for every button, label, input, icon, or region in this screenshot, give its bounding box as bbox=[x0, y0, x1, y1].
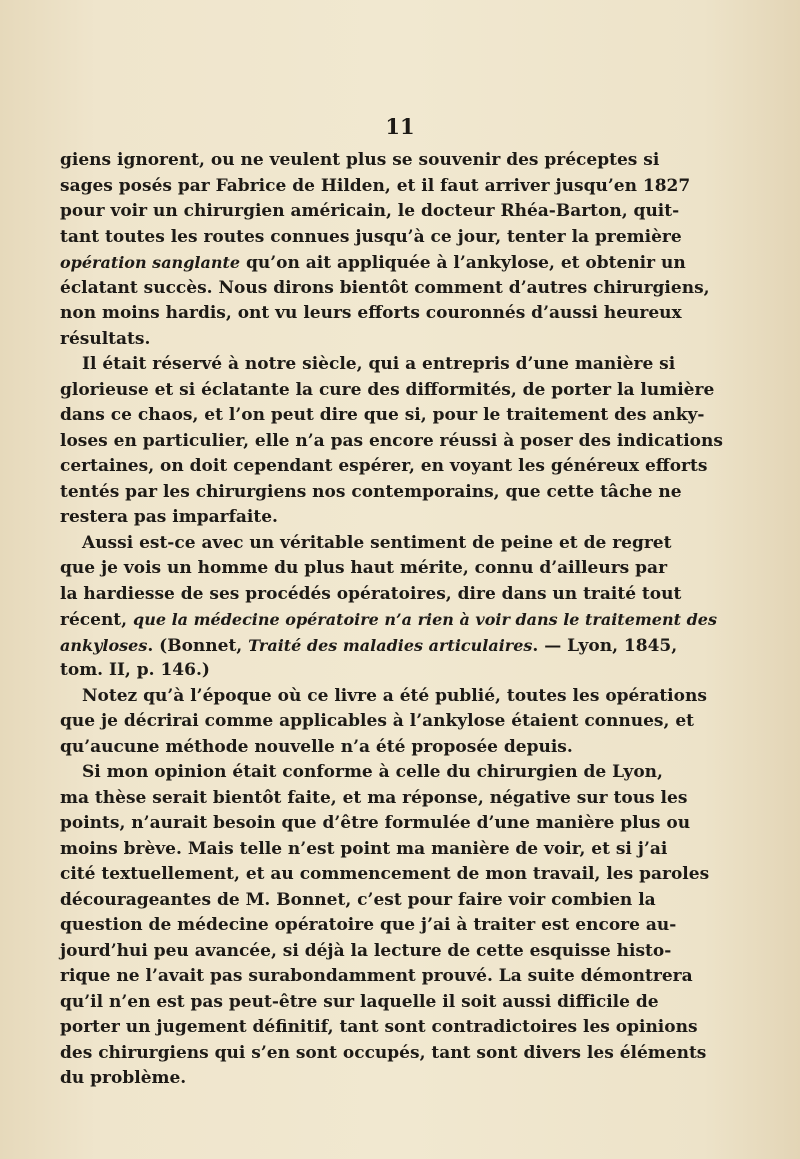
text-line bbox=[60, 174, 691, 200]
text-line bbox=[60, 505, 616, 531]
text-line bbox=[60, 225, 682, 251]
text-segment: que je vois un homme du plus haut mérite, connu d’ailleurs par bbox=[60, 558, 668, 578]
text-line bbox=[60, 786, 688, 812]
text-line bbox=[60, 760, 663, 786]
text-line bbox=[60, 454, 708, 480]
text-segment: loses en particulier, elle n’a pas encore réussi à poser des indications bbox=[60, 430, 723, 451]
text-segment: . — Lyon, 1845, bbox=[532, 635, 678, 656]
italic-text: que la médecine opératoire n’a rien à voir dans le traitement des bbox=[133, 610, 717, 629]
text-line bbox=[60, 148, 660, 174]
text-line bbox=[60, 811, 691, 837]
text-line bbox=[60, 301, 682, 327]
text-segment: . (Bonnet, bbox=[147, 635, 249, 656]
text-line bbox=[60, 327, 616, 353]
text-segment: résultats. bbox=[60, 328, 151, 349]
text-line bbox=[60, 939, 672, 965]
text-line bbox=[60, 658, 616, 684]
text-segment: décourageantes de M. Bonnet, c’est pour faire voir combien la bbox=[60, 889, 656, 910]
text-segment: non moins hardis, ont vu leurs efforts couronnés d’aussi heureux bbox=[60, 303, 682, 323]
text-segment: question de médecine opératoire que j’ai à traiter est encore au- bbox=[60, 915, 677, 935]
text-line bbox=[60, 199, 680, 225]
text-line bbox=[60, 556, 668, 582]
text-line bbox=[60, 480, 682, 506]
italic-text: Traité des maladies articulaires bbox=[248, 635, 533, 655]
text-line bbox=[60, 888, 656, 914]
text-segment: du problème. bbox=[60, 1068, 187, 1088]
text-line bbox=[60, 582, 682, 608]
body-text bbox=[60, 148, 723, 1092]
text-line bbox=[60, 837, 668, 863]
text-segment: qu’il n’en est pas peut-être sur laquelle il soit aussi difficile de bbox=[60, 991, 659, 1012]
italic-text: opération sanglante bbox=[60, 253, 241, 272]
text-line bbox=[60, 964, 693, 990]
text-segment: tentés par les chirurgiens nos contemporains, que cette tâche ne bbox=[60, 481, 682, 502]
text-line bbox=[60, 607, 717, 633]
text-segment: moins brève. Mais telle n’est point ma manière de voir, et si j’ai bbox=[60, 838, 668, 859]
page-number: 11 bbox=[385, 114, 415, 139]
text-segment: porter un jugement définitif, tant sont contradictoires les opinions bbox=[60, 1017, 698, 1037]
text-segment: la hardiesse de ses procédés opératoires, dire dans un traité tout bbox=[60, 583, 682, 604]
text-segment: ma thèse serait bientôt faite, et ma réponse, négative sur tous les bbox=[60, 787, 688, 808]
text-segment: giens ignorent, ou ne veulent plus se souvenir des préceptes si bbox=[60, 150, 660, 170]
text-line bbox=[60, 276, 710, 302]
text-line bbox=[60, 684, 707, 710]
text-segment: sages posés par Fabrice de Hilden, et il faut arriver jusqu’en 1827 bbox=[60, 175, 691, 196]
text-segment: récent, bbox=[60, 610, 133, 630]
text-line bbox=[60, 735, 616, 761]
text-segment: des chirurgiens qui s’en sont occupés, tant sont divers les éléments bbox=[60, 1042, 707, 1063]
text-segment: pour voir un chirurgien américain, le docteur Rhéa-Barton, quit- bbox=[60, 201, 680, 221]
text-segment: éclatant succès. Nous dirons bientôt comment d’autres chirurgiens, bbox=[60, 277, 710, 298]
text-segment: que je décrirai comme applicables à l’ankylose étaient connues, et bbox=[60, 711, 694, 731]
text-segment: Aussi est-ce avec un véritable sentiment de peine et de regret bbox=[82, 532, 672, 553]
text-segment: points, n’aurait besoin que d’être formulée d’une manière plus ou bbox=[60, 813, 691, 833]
text-line bbox=[60, 403, 705, 429]
text-segment: restera pas imparfaite. bbox=[60, 507, 278, 527]
text-line bbox=[60, 429, 723, 455]
text-line bbox=[60, 1066, 616, 1092]
text-line bbox=[60, 862, 710, 888]
text-segment: Si mon opinion était conforme à celle du chirurgien de Lyon, bbox=[82, 762, 663, 782]
text-line bbox=[60, 250, 686, 276]
text-segment: Notez qu’à l’époque où ce livre a été publié, toutes les opérations bbox=[82, 685, 707, 706]
text-line bbox=[60, 1015, 698, 1041]
text-segment: certaines, on doit cependant espérer, en voyant les généreux efforts bbox=[60, 456, 708, 476]
text-line bbox=[60, 913, 677, 939]
text-segment: qu’on ait appliquée à l’ankylose, et obtenir un bbox=[240, 253, 686, 273]
text-segment: dans ce chaos, et l’on peut dire que si, pour le traitement des anky- bbox=[60, 405, 705, 425]
text-segment: rique ne l’avait pas surabondamment prouvé. La suite démontrera bbox=[60, 966, 693, 986]
text-segment: glorieuse et si éclatante la cure des difformités, de porter la lumière bbox=[60, 379, 715, 400]
text-segment: Il était réservé à notre siècle, qui a entrepris d’une manière si bbox=[82, 354, 676, 374]
text-line bbox=[60, 378, 715, 404]
text-line bbox=[60, 352, 676, 378]
text-line bbox=[60, 531, 672, 557]
text-line bbox=[60, 1041, 707, 1067]
italic-text: ankyloses bbox=[60, 635, 148, 655]
text-line bbox=[60, 633, 678, 659]
text-segment: tom. II, p. 146.) bbox=[60, 660, 210, 680]
text-line bbox=[60, 990, 659, 1016]
text-segment: qu’aucune méthode nouvelle n’a été proposée depuis. bbox=[60, 736, 573, 757]
text-segment: tant toutes les routes connues jusqu’à ce jour, tenter la première bbox=[60, 226, 682, 247]
text-segment: jourd’hui peu avancée, si déjà la lecture de cette esquisse histo- bbox=[60, 940, 672, 961]
text-segment: cité textuellement, et au commencement de mon travail, les paroles bbox=[60, 864, 710, 884]
text-line bbox=[60, 709, 694, 735]
